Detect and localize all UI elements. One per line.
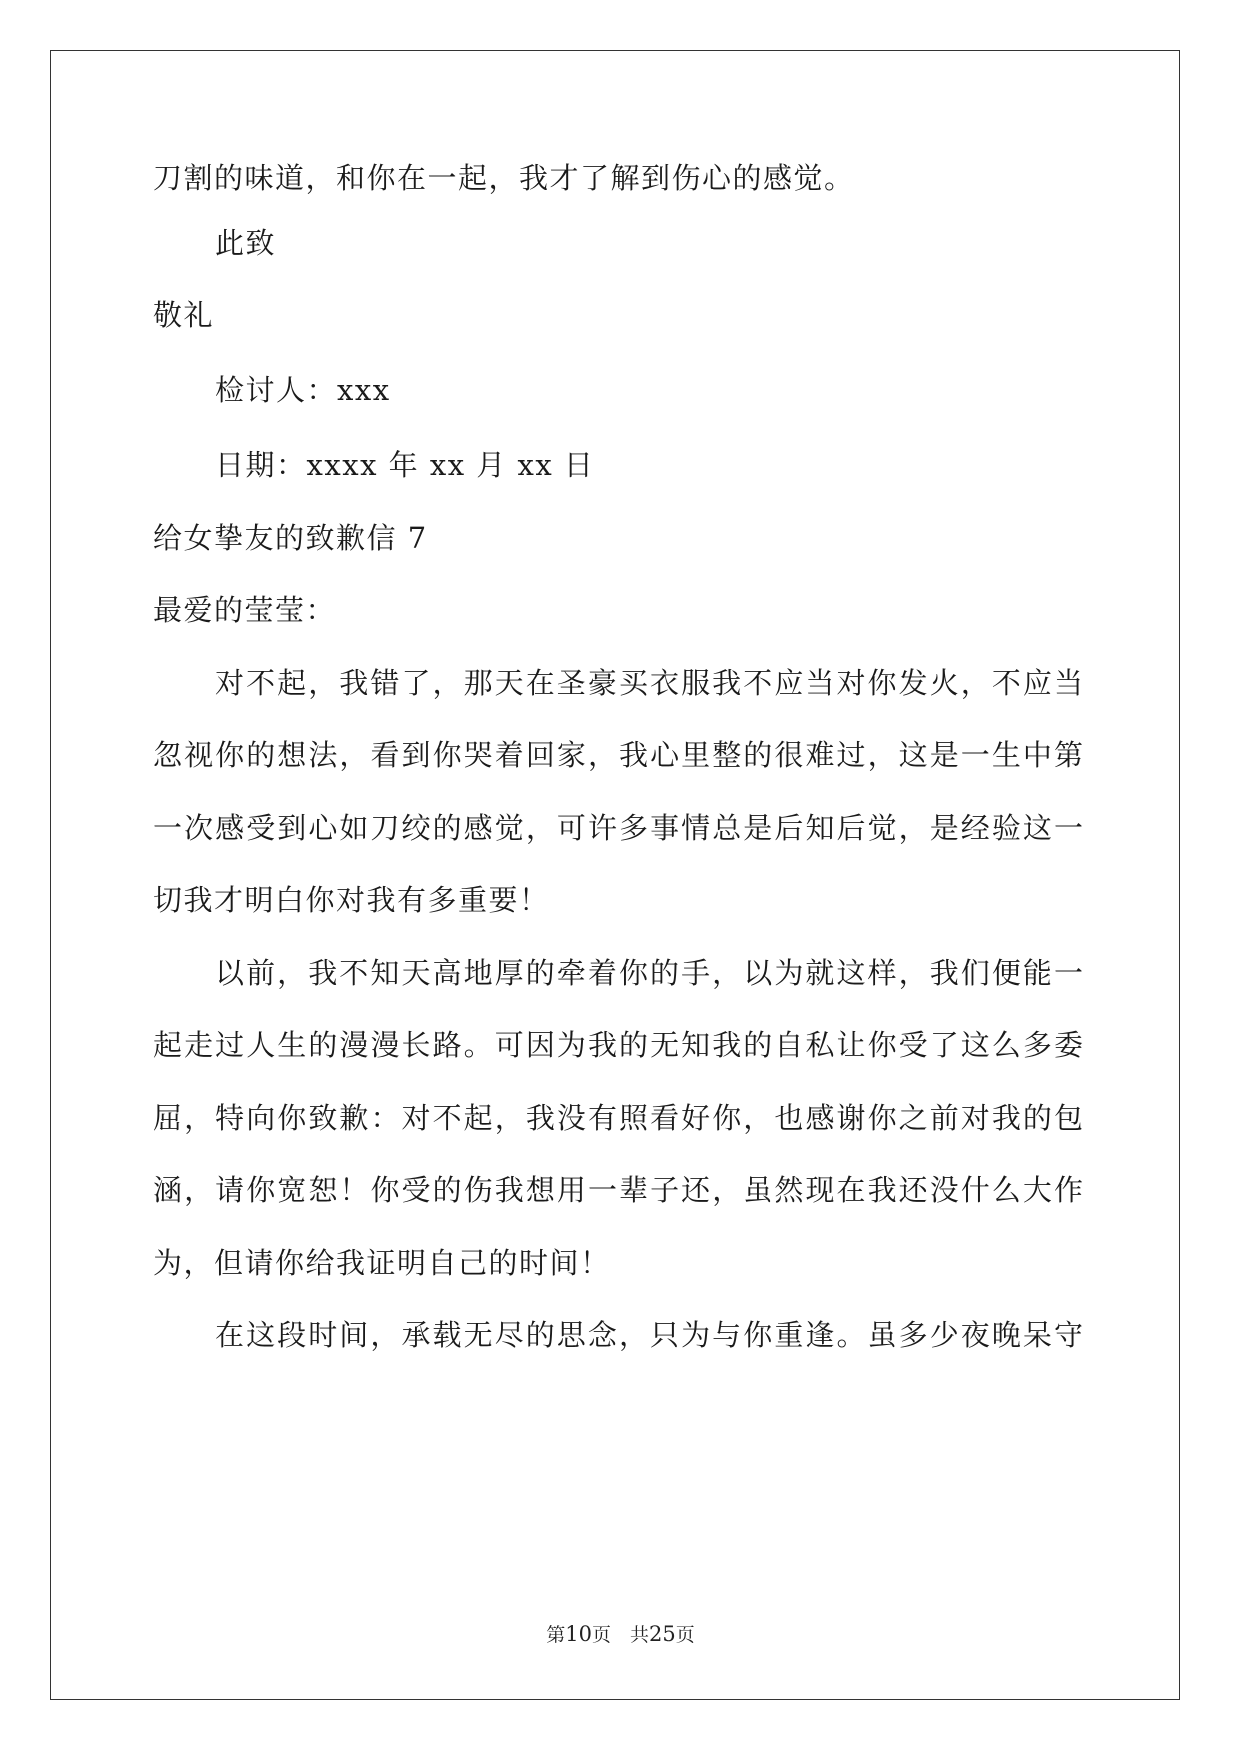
page-border [50,50,1180,1700]
paragraph-2-line-3: 屈，特向你致歉：对不起，我没有照看好你，也感谢你之前对我的包 [153,1101,1083,1135]
paragraph-2-line-5: 为，但请你给我证明自己的时间！ [153,1246,611,1280]
paragraph-2-line-4: 涵，请你宽恕！你受的伤我想用一辈子还，虽然现在我还没什么大作 [153,1173,1083,1207]
page-footer [0,1622,1241,1647]
signature-line: 检讨人：xxx [215,373,391,407]
closing-salutation: 此致 [215,226,277,260]
date-line: 日期：xxxx 年 xx 月 xx 日 [215,448,595,482]
footer-mid: 页 共 [591,1624,649,1646]
letter-greeting: 最爱的莹莹： [153,593,337,627]
footer-prefix: 第 [546,1624,566,1646]
footer-suffix: 页 [675,1624,695,1646]
total-page-count: 25 [649,1622,676,1646]
paragraph-2-line-2: 起走过人生的漫漫长路。可因为我的无知我的自私让你受了这么多委 [153,1028,1083,1062]
closing-regards: 敬礼 [153,298,215,332]
paragraph-2-line-1: 以前，我不知天高地厚的牵着你的手，以为就这样，我们便能一 [215,956,1083,990]
body-line-1: 刀割的味道，和你在一起，我才了解到伤心的感觉。 [153,161,855,195]
paragraph-1-line-1: 对不起，我错了，那天在圣豪买衣服我不应当对你发火，不应当 [215,666,1083,700]
paragraph-1-line-3: 一次感受到心如刀绞的感觉，可许多事情总是后知后觉，是经验这一 [153,811,1083,845]
paragraph-1-line-4: 切我才明白你对我有多重要！ [153,883,550,917]
letter-title: 给女挚友的致歉信 7 [153,521,428,555]
paragraph-3-line-1: 在这段时间，承载无尽的思念，只为与你重逢。虽多少夜晚呆守 [215,1318,1083,1352]
current-page-number: 10 [565,1622,592,1646]
paragraph-1-line-2: 忽视你的想法，看到你哭着回家，我心里整的很难过，这是一生中第 [153,738,1083,772]
